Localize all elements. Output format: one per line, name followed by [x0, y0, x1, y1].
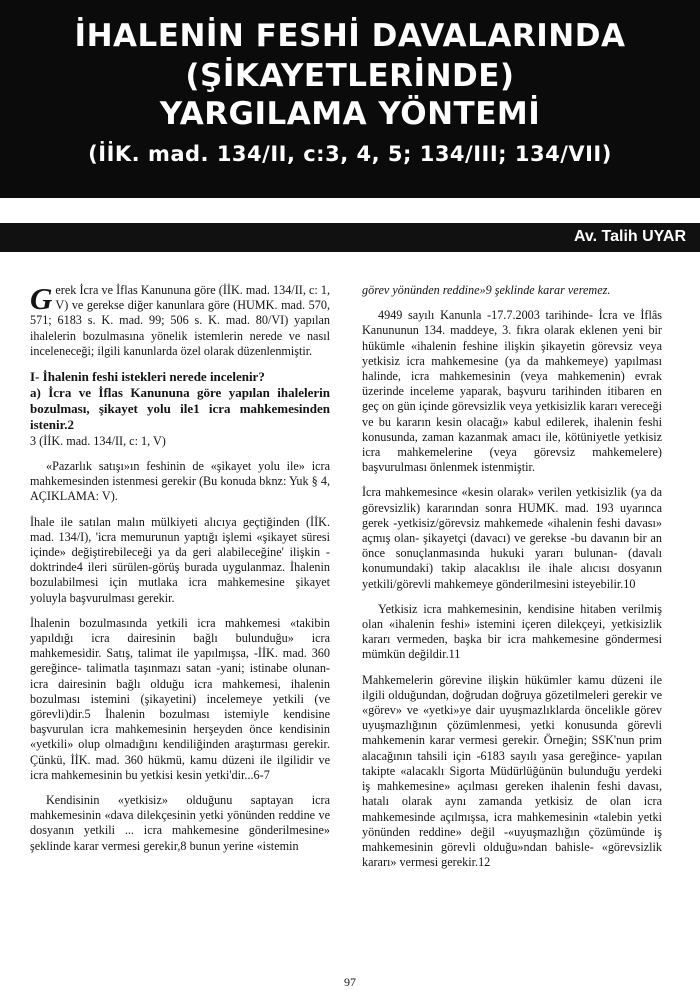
title-banner [0, 0, 700, 198]
section-heading [30, 369, 330, 449]
title-line-3: YARGILAMA YÖNTEMİ [159, 96, 541, 132]
paragraph: Mahkemelerin görevine ilişkin hükümler kamu düzeni ile ilgili olduğundan, doğrudan doğruya gözetilmeleri gerekir ve «görev» ve «yetki»ye dair uyuşmazlıklarda öncelikle görev uyuşmazlığının çözümlenmesi, yetki konusunda görevli mahkemenin karar vermesi gerekir. Örneğin; SSK'nun prim alacağının tahsili için -6183 sayılı yasa gereğince- yapılan takipte «alacaklı Sigorta Müdürlüğünün bulunduğu yerdeki iş mahkemesine» açılması gereken ihalenin feshi davası, hatalı olarak aynı zamanda yetkisiz de olan icra mahkemesinde açılmışsa, icra mahkemesinin «talebin yetki yönünden reddine» değil -«uyuşmazlığın çözümünde iş mahkemesinin görevli olduğu»ndan bahisle- «görevsizlik kararı» vermesi gerekir.12 [362, 672, 662, 870]
paragraph: İhalenin bozulmasında yetkili icra mahkemesi «takibin yapıldığı icra dairesinin bağlı bulunduğu» icra mahkemesidir. Satış, talimat ile yapılmışsa, -İİK. mad. 360 gereğince- talimatla taşınmazı satan -yani; istinabe olunan- icra dairesinin bağlı olduğu icra mahkemesi, ihalenin bozulması istemini (şikayetini) incelemeye yetkili (ve görevli)dir.5 İhalenin bozulması istemiyle kendisine başvurulan icra mahkemesinin herşeyden önce kendisinin «yetkili» olup olmadığını kendiliğinden araştırması gerekir. Çünkü, İİK. mad. 360 hükmü, kamu düzeni ile ilgilidir ve icra mahkemesinin bu yetkisi kesin yetki'dir...6-7 [30, 615, 330, 782]
paragraph: İhale ile satılan malın mülkiyeti alıcıya geçtiğinden (İİK. mad. 134/I), 'icra memurunun yaptığı işlemi «şikayet süresi içinde» değiştirebileceği ya da geri alabileceğine' ilişkin -doktrinde4 ileri sürülen-görüş burada uygulanmaz. İhalenin bozulabilmesi için mutlaka icra mahkemesine şikayet yoluyla başvurulması gerekir. [30, 514, 330, 605]
drop-cap: G [30, 281, 53, 316]
title-line-2: (ŞİKAYETLERİNDE) [185, 58, 515, 94]
paragraph: görev yönünden reddine»9 şeklinde karar veremez. [362, 283, 611, 297]
right-column [362, 283, 662, 880]
title-line-1: İHALENİN FESHİ DAVALARINDA [74, 18, 626, 54]
intro-paragraph [30, 283, 330, 359]
paragraph: Kendisinin «yetkisiz» olduğunu saptayan icra mahkemesinin «dava dilekçesinin yetki yönünden reddine ve dosyanın yetkili ... icra mahkemesine gönderilmesine» şeklinde karar vermesi gerekir,8 bunun yerine «istemin [30, 793, 330, 853]
paragraph: «Pazarlık satışı»ın feshinin de «şikayet yolu ile» icra mahkemesinden istenmesi gerekir (Bu konuda bknz: Yuk § 4, AÇIKLAMA: V). [30, 459, 330, 504]
page-number: 97 [344, 975, 356, 989]
heading-2: a) İcra ve İflas Kanununa göre yapılan ihalelerin bozulması, şikayet yolu ile1 icra mahkemesinden istenir.2 [30, 385, 330, 433]
heading-ref: 3 (İİK. mad. 134/II, c: 1, V) [30, 434, 166, 449]
author-name: Av. Talih UYAR [573, 228, 686, 245]
heading-1: I- İhalenin feshi istekleri nerede incelenir? [30, 369, 265, 385]
paragraph: İcra mahkemesince «kesin olarak» verilen yetkisizlik (ya da görevsizlik) kararından sonra HUMK. mad. 193 uyarınca gerek -yetkisiz/görevsiz mahkemede «ihalenin feshi davası» açmış olan- şikayetçi (davacı) ve gerekse -bu davanın bir an önce sonuçlanmasında hukuki yararı bulunan- (davalı konumundaki) takip alacaklısı ile ihale alıcısı dosyanın yetkili/görevli mahkemeye gönderilmesini isteyebilir.10 [362, 485, 662, 591]
paragraph: 4949 sayılı Kanunla -17.7.2003 tarihinde- İcra ve İflâs Kanununun 134. maddeye, 3. fıkra olarak eklenen yeni bir hükümle «ihalenin feshine ilişkin şikayetin görevsiz veya yetkisiz icra mahkemesine (ya da mahkemeye) yapılması halinde, icra mahkemesinin (veya mahkemenin) evrak üzerinde inceleme yaparak, başvuru tarihinden itibaren en geç on gün içinde görevsizlik veya yetkisizlik kararı vereceği ve bu kararın kesin olacağı» kabul edilerek, ihalenin feshi konusunda, zaman kazanmak amacı ile, kötüniyetle yetkisiz icra mahkemelerine (veya görevsiz mahkemelere) başvurulması önlenmek istenmiştir. [362, 308, 662, 475]
paragraph: Yetkisiz icra mahkemesinin, kendisine hitaben verilmiş olan «ihalenin feshi» istemini içeren dilekçeyi, yetkisizlik kararı vermeden, başka bir icra mahkemesine göndermesi mümkün değildir.11 [362, 601, 662, 662]
author-bar [0, 223, 700, 252]
intro-text: erek İcra ve İflas Kanununa göre (İİK. mad. 134/II, c: 1, V) ve gerekse diğer kanunlara göre (HUMK. mad. 570, 571; 6183 s. K. mad. 99; 506 s. K. mad. 80/VI) yapılan ihalelerin bozulmasına yönelik istemlerin nerede ve nasıl inceleneceği; ilgili kanunlarda özel olarak düzenlenmiştir. [30, 283, 330, 358]
title-line-4: (İİK. mad. 134/II, c:3, 4, 5; 134/III; 134/VII) [88, 142, 612, 166]
left-column [30, 283, 330, 864]
